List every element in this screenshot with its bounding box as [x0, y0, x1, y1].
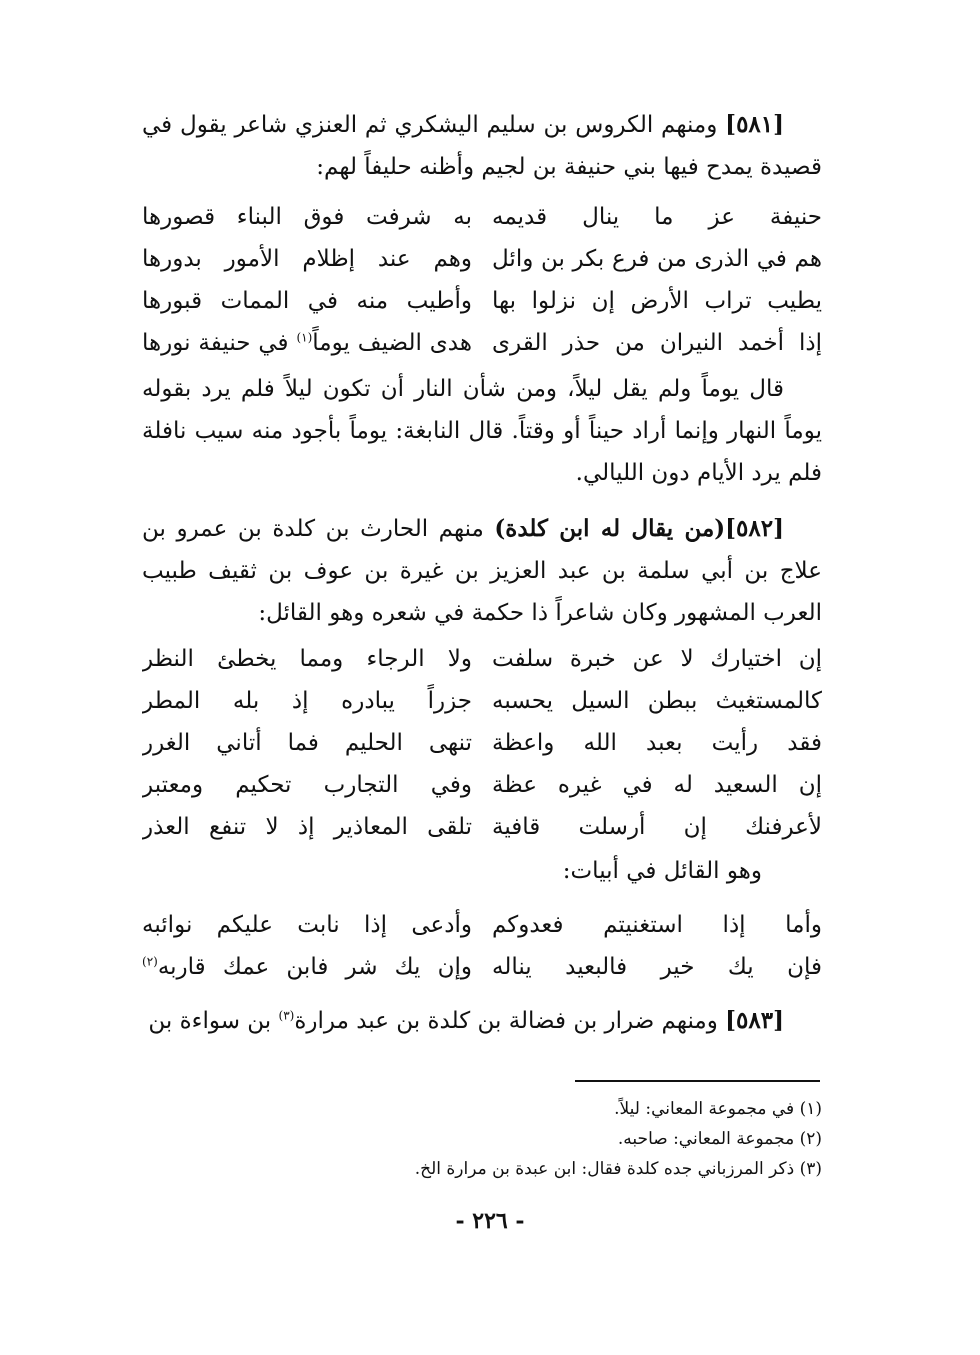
footnote: (٢) مجموعة المعاني: صاحبه.: [617, 1129, 822, 1149]
poem-1: [142, 196, 822, 364]
verse: [142, 638, 822, 680]
verse: [142, 680, 822, 722]
hemistich-text-tail: في حنيفة نورها: [142, 330, 297, 356]
page-number: - ٢٢٦ -: [455, 1208, 525, 1234]
hemistich-first: إن اختيارك لا عن خبرة سلفت: [492, 646, 822, 672]
verse: [142, 904, 822, 946]
verse: [142, 238, 822, 280]
hemistich-first: فإن يك خير فالبعيد يناله: [492, 954, 822, 980]
entry-583: [142, 1000, 822, 1042]
footnote: (٣) ذكر المرزباني جده كلدة فقال: ابن عبدة بن مرارة الخ.: [414, 1159, 822, 1179]
entry-text-tail: بن سواءة بن: [148, 1008, 279, 1034]
entry-581: [142, 104, 822, 188]
hemistich-first: فقد رأيت بعبد الله واعظة: [492, 730, 822, 756]
footnote-divider: [575, 1080, 820, 1082]
footnote: (١) في مجموعة المعاني: ليلاً.: [614, 1099, 822, 1119]
hemistich-second: تنهى الحليم فما أتاني الغرر: [142, 730, 472, 756]
entry-text: منهم الحارث بن كلدة بن عمرو بن علاج بن أبي سلمة بن عبد العزيز بن غيرة بن عوف بن ثقيف طبيب العرب المشهور وكان شاعراً ذا حكمة في شعره وهو القائل:: [142, 516, 822, 626]
hemistich-second: وأدعى إذا نابت عليكم نوائبه: [142, 912, 472, 938]
section-heading: وهو القائل في أبيات:: [562, 858, 762, 884]
verse: [142, 764, 822, 806]
hemistich-first: هم في الذرى من فرع بكر بن وائل: [492, 246, 822, 272]
hemistich-second: [142, 322, 472, 364]
footnote-marker: (٣): [278, 1008, 295, 1023]
entry-582: [142, 508, 822, 634]
entry-number: [٥٨٢](من يقال له ابن كلدة): [494, 515, 784, 542]
entry-number: [٥٨١]: [725, 111, 785, 138]
hemistich-first: إن السعيد له في غيره عظة: [492, 772, 822, 798]
hemistich-text: هدى الضيف يوماً: [312, 330, 472, 356]
verse: [142, 806, 822, 848]
footnote-marker: (٢): [142, 954, 158, 969]
entry-text: ومنهم ضرار بن فضالة بن كلدة بن عبد مرارة: [294, 1008, 718, 1034]
footnotes: [142, 1094, 822, 1184]
hemistich-second: وأطيب منه في الممات قبورها: [142, 288, 472, 314]
footnote-marker: (١): [296, 330, 313, 345]
hemistich-second: جزراً يبادره إذ بله المطر: [142, 688, 472, 714]
poem-2: [142, 638, 822, 848]
hemistich-text: وإن يك شر فابن عمك قاربه: [157, 954, 472, 980]
hemistich-second: ولا الرجاء ومما يخطئ النظر: [142, 646, 472, 672]
poem-3: [142, 904, 822, 988]
verse: [142, 722, 822, 764]
verse: [142, 196, 822, 238]
commentary-581: قال يوماً ولم يقل ليلاً، ومن شأن النار أن تكون ليلاً فلم يرد بقوله يوماً النهار وإنما أراد حيناً أو وقتاً. قال النابغة: يوماً بأجود منه سيب نافلة فلم يرد الأيام دون الليالي.: [142, 376, 822, 486]
hemistich-second: [142, 946, 472, 988]
hemistich-first: لأعرفنك إن أرسلت قافية: [492, 814, 822, 840]
entry-number: [٥٨٣]: [725, 1007, 784, 1034]
hemistich-second: وهم عند إظلام الأمور بدورها: [142, 246, 472, 272]
hemistich-first: حنيفة عز ما ينال قديمه: [492, 204, 822, 230]
entry-text: ومنهم الكروس بن سليم اليشكري ثم العنزي شاعر يقول في قصيدة يمدح فيها بني حنيفة بن لجيم وأظنه حليفاً لهم:: [142, 112, 822, 180]
hemistich-first: إذا أخمد النيران من حذر القرى: [492, 330, 822, 356]
verse: [142, 322, 822, 364]
hemistich-second: به شرفت فوق البناء قصورها: [142, 204, 472, 230]
hemistich-second: تلقى المعاذير إذ لا تنفع العذر: [142, 814, 472, 840]
verse: [142, 280, 822, 322]
hemistich-first: يطيب تراب الأرض إن نزلوا بها: [492, 288, 822, 314]
hemistich-first: وأما إذا استغنيتم فعدوكم: [492, 912, 822, 938]
hemistich-second: وفي التجارب تحكيم ومعتبر: [142, 772, 472, 798]
verse: [142, 946, 822, 988]
hemistich-first: كالمستغيث ببطن السيل يحسبه: [492, 688, 822, 714]
